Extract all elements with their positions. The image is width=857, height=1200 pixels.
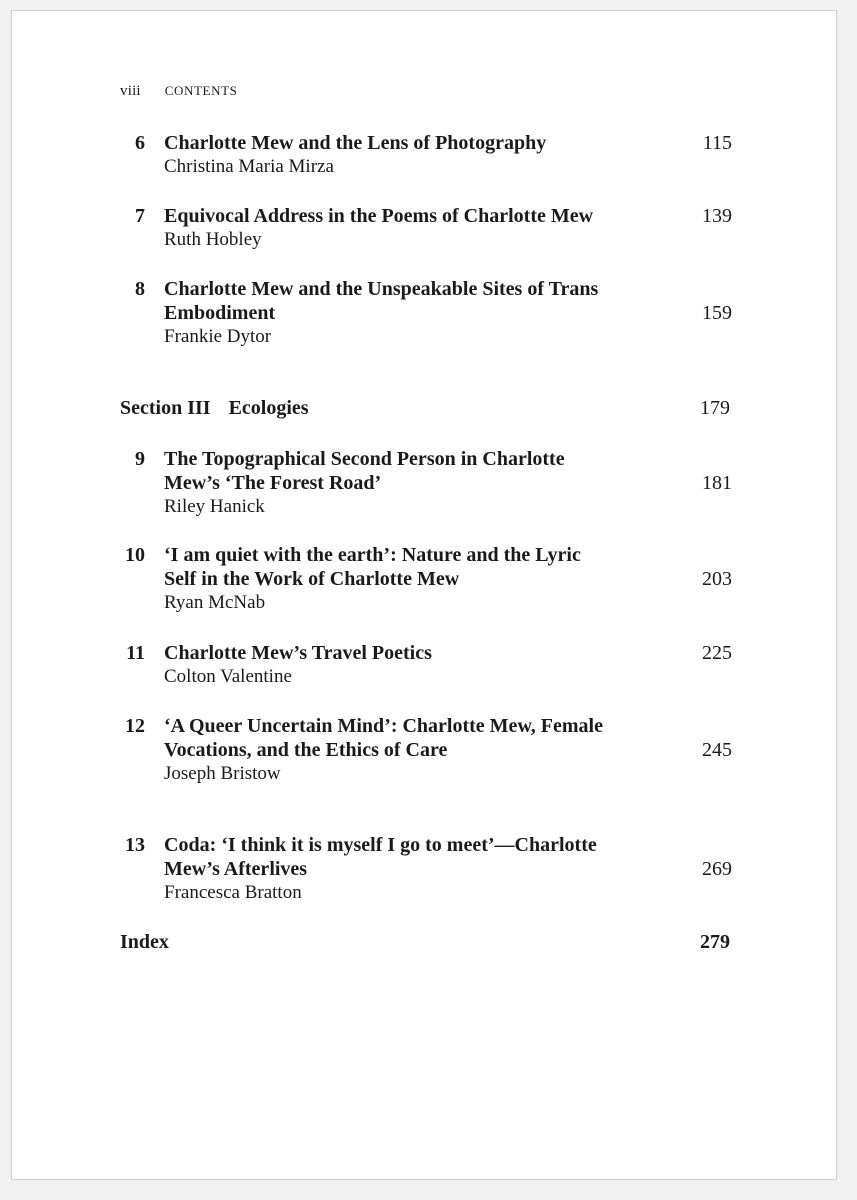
chapter-title-line: The Topographical Second Person in Charlotte [164, 448, 565, 470]
section-heading [120, 396, 309, 420]
chapter-page-number: 139 [702, 205, 732, 227]
chapter-title-line: Embodiment [164, 302, 276, 324]
chapter-author: Ryan McNab [164, 592, 266, 613]
index-label: Index [120, 931, 169, 953]
chapter-title-line: Vocations, and the Ethics of Care [164, 739, 448, 761]
section-page-number: 179 [700, 397, 730, 419]
chapter-number: 12 [125, 715, 145, 737]
running-head-title: CONTENTS [164, 83, 238, 98]
chapter-page-number: 203 [702, 568, 732, 590]
chapter-number: 8 [135, 278, 145, 300]
chapter-author: Frankie Dytor [164, 326, 272, 347]
chapter-author: Francesca Bratton [164, 882, 302, 903]
index-page-number: 279 [700, 931, 730, 953]
book-page [11, 10, 837, 1180]
chapter-title-line: Mew’s ‘The Forest Road’ [164, 472, 382, 494]
chapter-page-number: 159 [702, 302, 732, 324]
running-head [120, 83, 237, 100]
chapter-title-line: Coda: ‘I think it is myself I go to meet’—Charlotte [164, 834, 597, 856]
chapter-number: 11 [126, 642, 145, 664]
chapter-number: 13 [125, 834, 145, 856]
section-title: Ecologies [228, 397, 309, 419]
chapter-number: 7 [135, 205, 145, 227]
chapter-title: Equivocal Address in the Poems of Charlotte Mew [164, 205, 594, 227]
chapter-author: Riley Hanick [164, 496, 265, 517]
chapter-author: Joseph Bristow [164, 763, 281, 784]
chapter-title-line: ‘A Queer Uncertain Mind’: Charlotte Mew, Female [164, 715, 603, 737]
chapter-page-number: 225 [702, 642, 732, 664]
chapter-title: Charlotte Mew and the Lens of Photography [164, 132, 547, 154]
chapter-author: Christina Maria Mirza [164, 156, 334, 177]
chapter-title-line: Self in the Work of Charlotte Mew [164, 568, 460, 590]
page-folio: viii [120, 83, 141, 99]
chapter-page-number: 115 [702, 132, 732, 154]
section-label: Section III [120, 397, 211, 419]
chapter-title-line: Mew’s Afterlives [164, 858, 308, 880]
chapter-number: 10 [125, 544, 145, 566]
index-heading [120, 930, 169, 954]
chapter-title: Charlotte Mew’s Travel Poetics [164, 642, 432, 664]
chapter-author: Ruth Hobley [164, 229, 262, 250]
chapter-page-number: 181 [702, 472, 732, 494]
chapter-title-line: ‘I am quiet with the earth’: Nature and the Lyric [164, 544, 581, 566]
chapter-page-number: 245 [702, 739, 732, 761]
chapter-author: Colton Valentine [164, 666, 292, 687]
chapter-title-line: Charlotte Mew and the Unspeakable Sites of Trans [164, 278, 599, 300]
chapter-number: 9 [135, 448, 145, 470]
chapter-page-number: 269 [702, 858, 732, 880]
chapter-number: 6 [135, 132, 145, 154]
